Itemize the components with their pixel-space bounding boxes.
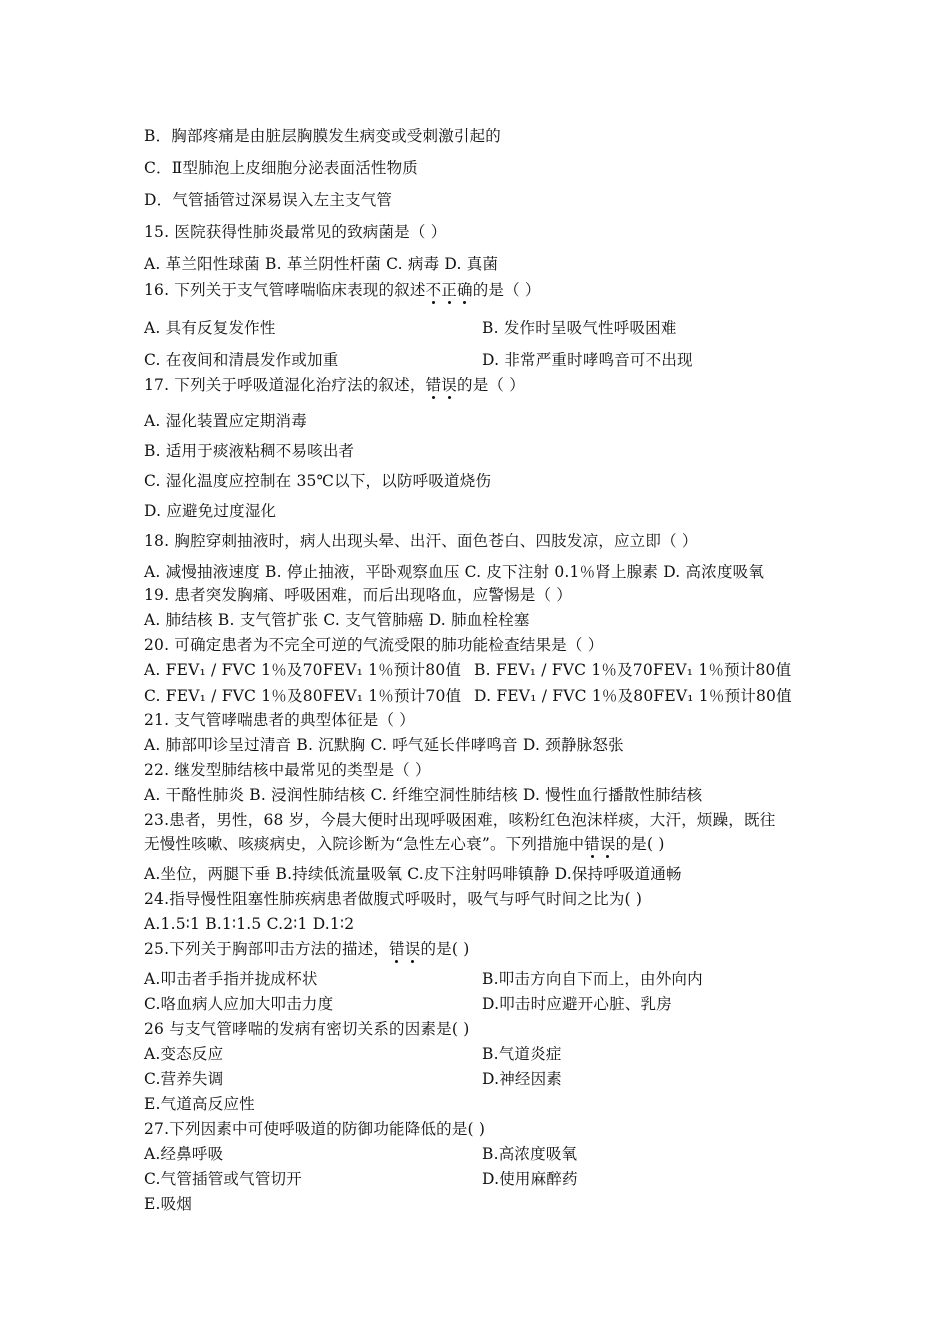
q25-stem bbox=[144, 939, 470, 959]
q17-option-a: A. 湿化装置应定期消毒 bbox=[144, 412, 307, 430]
q20-option-c: C. FEV₁ / FVC 1％及80FEV₁ 1％预计70值 bbox=[144, 687, 462, 705]
q25-option-c: C.咯血病人应加大叩击力度 bbox=[144, 995, 334, 1013]
emphasis-char: 错 bbox=[425, 376, 442, 394]
q25-stem-post: 的是( ) bbox=[420, 940, 470, 958]
q14-option-c: C．Ⅱ型肺泡上皮细胞分泌表面活性物质 bbox=[144, 159, 418, 177]
q18-options: A. 减慢抽液速度 B. 停止抽液，平卧观察血压 C. 皮下注射 0.1％肾上腺素 D. 高浓度吸氧 bbox=[144, 563, 765, 581]
q17-option-c: C. 湿化温度应控制在 35℃以下，以防呼吸道烧伤 bbox=[144, 472, 492, 490]
q23-line-2-post: 的是( ) bbox=[615, 835, 665, 853]
emphasis-char: 不 bbox=[425, 281, 442, 299]
q21-options: A. 肺部叩诊呈过清音 B. 沉默胸 C. 呼气延长伴哮鸣音 D. 颈静脉怒张 bbox=[144, 736, 624, 754]
emphasis-char: 正 bbox=[441, 281, 457, 299]
q20-option-d: D. FEV₁ / FVC 1％及80FEV₁ 1％预计80值 bbox=[474, 687, 792, 705]
q23-line-2 bbox=[144, 834, 665, 854]
q14-option-b: B．胸部疼痛是由脏层胸膜发生病变或受刺激引起的 bbox=[144, 127, 501, 145]
emphasis-char: 错 bbox=[389, 940, 405, 958]
q17-stem-emphasis bbox=[426, 376, 457, 394]
q15-options: A. 革兰阳性球菌 B. 革兰阴性杆菌 C. 病毒 D. 真菌 bbox=[144, 255, 499, 273]
q27-option-e: E.吸烟 bbox=[144, 1195, 193, 1213]
q22-stem: 22. 继发型肺结核中最常见的类型是（ ） bbox=[144, 761, 431, 779]
q27-option-d: D.使用麻醉药 bbox=[482, 1170, 578, 1188]
q26-option-d: D.神经因素 bbox=[482, 1070, 563, 1088]
q16-stem bbox=[144, 280, 541, 300]
q24-options: A.1.5∶1 B.1∶1.5 C.2∶1 D.1∶2 bbox=[144, 915, 355, 933]
q23-options: A.坐位，两腿下垂 B.持续低流量吸氧 C.皮下注射吗啡镇静 D.保持呼吸道通畅 bbox=[144, 865, 682, 883]
q16-option-a: A. 具有反复发作性 bbox=[144, 319, 276, 337]
q26-option-e: E.气道高反应性 bbox=[144, 1095, 255, 1113]
q16-option-c: C. 在夜间和清晨发作或加重 bbox=[144, 351, 339, 369]
q21-stem: 21. 支气管哮喘患者的典型体征是（ ） bbox=[144, 711, 416, 729]
q19-stem: 19. 患者突发胸痛、呼吸困难，而后出现咯血，应警惕是（ ） bbox=[144, 586, 573, 604]
q16-option-b: B. 发作时呈吸气性呼吸困难 bbox=[482, 319, 677, 337]
q25-option-b: B.叩击方向自下而上，由外向内 bbox=[482, 970, 703, 988]
emphasis-char: 误 bbox=[404, 940, 421, 958]
q27-option-a: A.经鼻呼吸 bbox=[144, 1145, 224, 1163]
q27-stem: 27.下列因素中可使呼吸道的防御功能降低的是( ) bbox=[144, 1120, 486, 1138]
q26-option-b: B.气道炎症 bbox=[482, 1045, 562, 1063]
q20-option-b: B. FEV₁ / FVC 1％及70FEV₁ 1％预计80值 bbox=[474, 661, 792, 679]
q17-option-d: D. 应避免过度湿化 bbox=[144, 502, 277, 520]
q23-line-2-pre: 无慢性咳嗽、咳痰病史，入院诊断为“急性左心衰”。下列措施中 bbox=[144, 835, 585, 853]
q23-line-1: 23.患者，男性，68 岁，今晨大便时出现呼吸困难，咳粉红色泡沫样痰，大汗，烦躁，既往 bbox=[144, 811, 776, 829]
q15-stem: 15. 医院获得性肺炎最常见的致病菌是（ ） bbox=[144, 223, 447, 241]
q16-option-d: D. 非常严重时哮鸣音可不出现 bbox=[482, 351, 693, 369]
q22-options: A. 干酪性肺炎 B. 浸润性肺结核 C. 纤维空洞性肺结核 D. 慢性血行播散性肺结核 bbox=[144, 786, 703, 804]
emphasis-char: 确 bbox=[457, 281, 473, 299]
q16-stem-post: 的是（ ） bbox=[472, 281, 541, 299]
q17-stem-pre: 17. 下列关于呼吸道湿化治疗法的叙述， bbox=[144, 376, 426, 394]
q26-option-c: C.营养失调 bbox=[144, 1070, 224, 1088]
emphasis-char: 误 bbox=[441, 376, 457, 394]
q19-options: A. 肺结核 B. 支气管扩张 C. 支气管肺癌 D. 肺血栓栓塞 bbox=[144, 611, 530, 629]
q25-stem-pre: 25.下列关于胸部叩击方法的描述， bbox=[144, 940, 390, 958]
q26-option-a: A.变态反应 bbox=[144, 1045, 224, 1063]
q25-option-a: A.叩击者手指并拢成杯状 bbox=[144, 970, 318, 988]
emphasis-char: 错 bbox=[584, 835, 600, 853]
q25-option-d: D.叩击时应避开心脏、乳房 bbox=[482, 995, 672, 1013]
q26-stem: 26 与支气管哮喘的发病有密切关系的因素是( ) bbox=[144, 1020, 470, 1038]
q24-stem: 24.指导慢性阻塞性肺疾病患者做腹式呼吸时，吸气与呼气时间之比为( ) bbox=[144, 890, 643, 908]
q14-option-d: D．气管插管过深易误入左主支气管 bbox=[144, 191, 393, 209]
q25-stem-emphasis bbox=[389, 940, 420, 958]
q20-option-a: A. FEV₁ / FVC 1％及70FEV₁ 1％预计80值 bbox=[144, 661, 462, 679]
q27-option-c: C.气管插管或气管切开 bbox=[144, 1170, 302, 1188]
emphasis-char: 误 bbox=[599, 835, 616, 853]
q17-stem-post: 的是（ ） bbox=[457, 376, 525, 394]
q23-emphasis bbox=[584, 835, 615, 853]
q16-stem-pre: 16. 下列关于支气管哮喘临床表现的叙述 bbox=[144, 281, 426, 299]
q20-stem: 20. 可确定患者为不完全可逆的气流受限的肺功能检查结果是（ ） bbox=[144, 636, 604, 654]
q17-stem bbox=[144, 375, 525, 395]
q17-option-b: B. 适用于痰液粘稠不易咳出者 bbox=[144, 442, 355, 460]
q18-stem: 18. 胸腔穿刺抽液时，病人出现头晕、出汗、面色苍白、四肢发凉，应立即（ ） bbox=[144, 532, 698, 550]
q16-stem-emphasis bbox=[426, 281, 473, 299]
q27-option-b: B.高浓度吸氧 bbox=[482, 1145, 578, 1163]
